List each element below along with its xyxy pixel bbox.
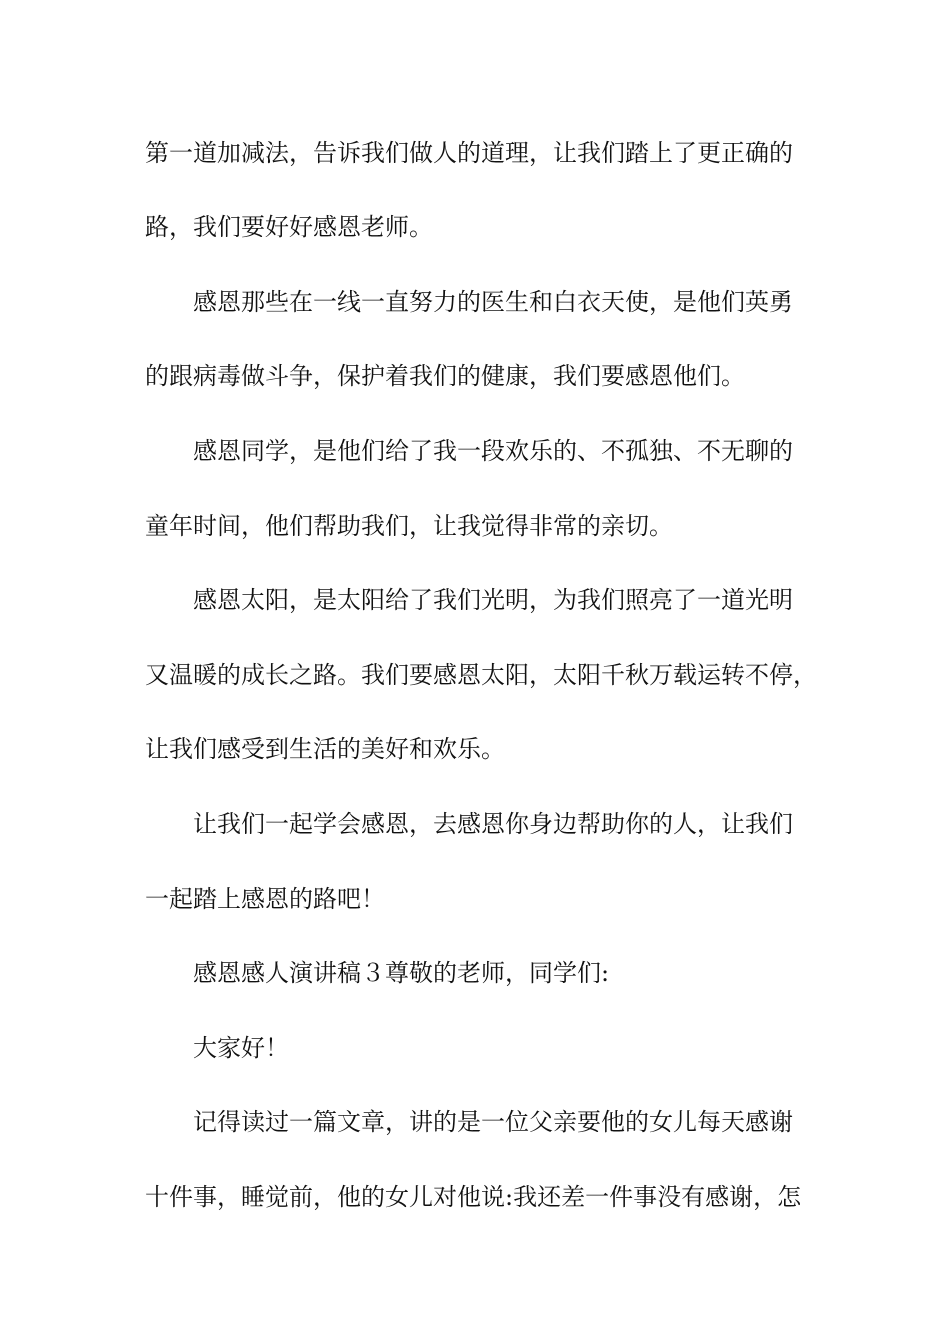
text-line: 一起踏上感恩的路吧！ (145, 885, 385, 913)
text-line: 感恩同学，是他们给了我一段欢乐的、不孤独、不无聊的 (193, 437, 793, 465)
text-line: 十件事，睡觉前，他的女儿对他说:我还差一件事没有感谢，怎 (145, 1183, 802, 1211)
text-line: 童年时间，他们帮助我们，让我觉得非常的亲切。 (145, 512, 673, 540)
text-line: 大家好！ (193, 1034, 289, 1062)
text-line: 第一道加减法，告诉我们做人的道理，让我们踏上了更正确的 (145, 139, 793, 167)
text-line: 感恩那些在一线一直努力的医生和白衣天使，是他们英勇 (193, 288, 793, 316)
text-line: 让我们一起学会感恩，去感恩你身边帮助你的人，让我们 (193, 810, 793, 838)
text-line: 的跟病毒做斗争，保护着我们的健康，我们要感恩他们。 (145, 362, 745, 390)
text-line: 让我们感受到生活的美好和欢乐。 (145, 735, 505, 763)
text-line: 感恩太阳，是太阳给了我们光明，为我们照亮了一道光明 (193, 586, 793, 614)
text-line: 感恩感人演讲稿３尊敬的老师，同学们: (193, 959, 610, 987)
text-line: 记得读过一篇文章，讲的是一位父亲要他的女儿每天感谢 (193, 1108, 793, 1136)
text-line: 又温暖的成长之路。我们要感恩太阳，太阳千秋万载运转不停， (145, 661, 817, 689)
text-line: 路，我们要好好感恩老师。 (145, 213, 433, 241)
